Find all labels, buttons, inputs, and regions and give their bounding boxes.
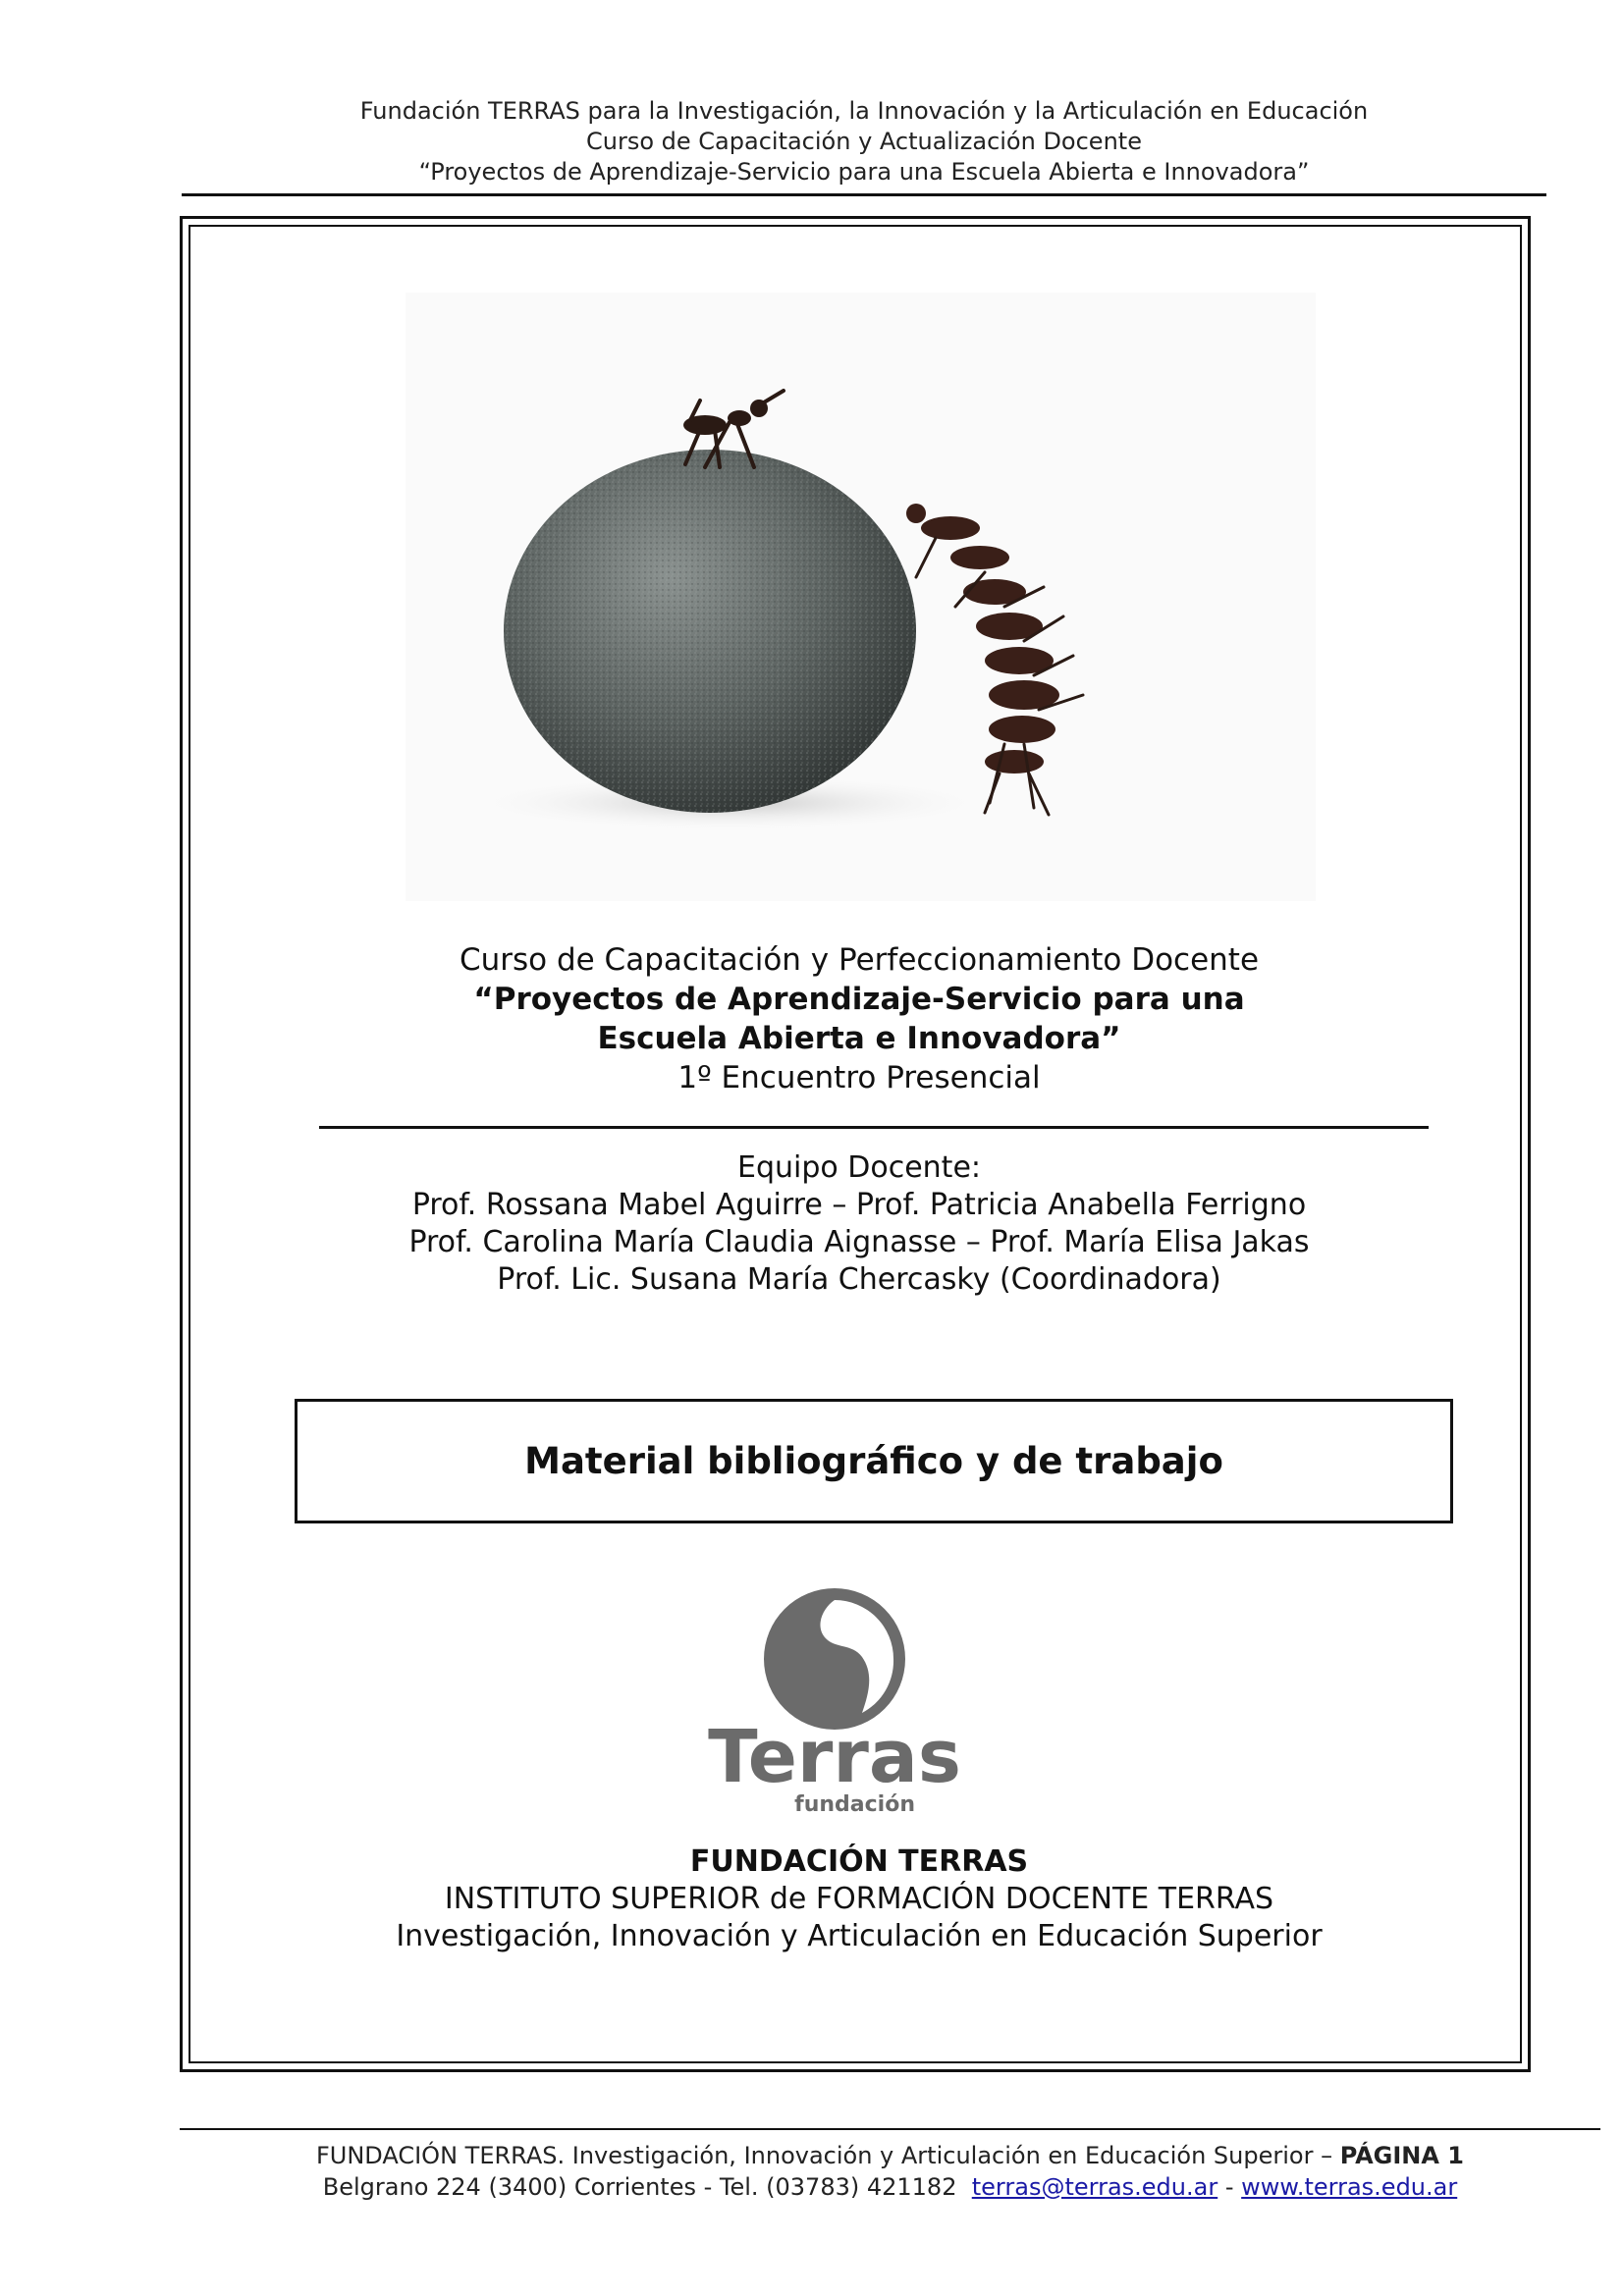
teaching-team bbox=[285, 1149, 1434, 1299]
foundation-block bbox=[285, 1843, 1434, 1955]
terras-circle-logo-icon bbox=[764, 1588, 905, 1730]
footer-separator: - bbox=[1224, 2173, 1234, 2201]
header-line-2: Curso de Capacitación y Actualización Docente bbox=[586, 128, 1142, 155]
logo-subword: fundación bbox=[794, 1792, 915, 1817]
page-number: PÁGINA 1 bbox=[1339, 2142, 1465, 2169]
material-title: Material bibliográfico y de trabajo bbox=[524, 1440, 1223, 1482]
section-rule bbox=[319, 1126, 1429, 1129]
website-link[interactable]: www.terras.edu.ar bbox=[1241, 2173, 1458, 2201]
header-line-3: “Proyectos de Aprendizaje-Servicio para una Escuela Abierta e Innovadora” bbox=[418, 158, 1310, 186]
header-line-1: Fundación TERRAS para la Investigación, la Innovación y la Articulación en Educación bbox=[359, 97, 1369, 125]
footer-rule bbox=[180, 2128, 1600, 2130]
page-footer bbox=[180, 2140, 1600, 2203]
institute-name: INSTITUTO SUPERIOR de FORMACIÓN DOCENTE TERRAS bbox=[444, 1882, 1274, 1916]
course-title bbox=[285, 980, 1434, 1058]
email-link[interactable]: terras@terras.edu.ar bbox=[971, 2173, 1218, 2201]
footer-address: Belgrano 224 (3400) Corrientes - Tel. (03783) 421182 bbox=[322, 2173, 957, 2201]
course-title-line-2: Escuela Abierta e Innovadora” bbox=[597, 1021, 1121, 1056]
footer-line-1 bbox=[180, 2140, 1600, 2171]
course-type: Curso de Capacitación y Perfeccionamiento Docente bbox=[459, 942, 1260, 978]
team-member-line: Prof. Rossana Mabel Aguirre – Prof. Patricia Anabella Ferrigno bbox=[411, 1188, 1307, 1222]
header-rule bbox=[182, 193, 1546, 196]
cover-image-stone-ants bbox=[406, 293, 1316, 901]
team-heading: Equipo Docente: bbox=[736, 1150, 982, 1185]
course-session: 1º Encuentro Presencial bbox=[677, 1060, 1041, 1095]
foundation-tagline: Investigación, Innovación y Articulación en Educación Superior bbox=[396, 1919, 1323, 1953]
team-member-line: Prof. Lic. Susana María Chercasky (Coordinadora) bbox=[497, 1262, 1221, 1297]
material-title-box bbox=[295, 1399, 1453, 1523]
footer-line-2 bbox=[180, 2171, 1600, 2203]
terras-logo bbox=[687, 1580, 982, 1836]
logo-wordmark: Terras bbox=[708, 1715, 961, 1799]
course-title-line-1: “Proyectos de Aprendizaje-Servicio para una bbox=[473, 982, 1245, 1017]
course-block bbox=[285, 940, 1434, 1097]
team-member-line: Prof. Carolina María Claudia Aignasse – Prof. María Elisa Jakas bbox=[408, 1225, 1310, 1259]
document-header bbox=[182, 96, 1546, 187]
footer-organization: FUNDACIÓN TERRAS. Investigación, Innovación y Articulación en Educación Superior – bbox=[315, 2142, 1340, 2169]
foundation-name: FUNDACIÓN TERRAS bbox=[689, 1844, 1029, 1879]
